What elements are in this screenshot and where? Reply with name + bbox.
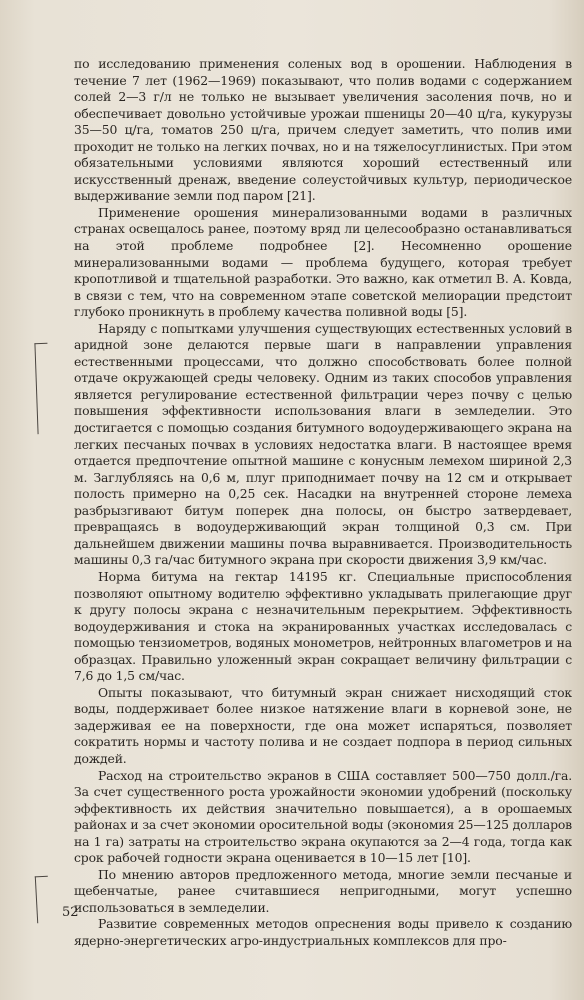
paragraph: Опыты показывают, что битумный экран снижает нисходящий сток воды, поддерживает более низкое натяжение влаги в корневой зоне, не задерживая ее на поверхности, где она может испаряться, позволяет сократить нормы и частоту полива и не создает подпора в период сильных дождей. [74, 684, 572, 766]
paragraph: Расход на строительство экранов в США составляет 500—750 долл./га. За счет существенного роста урожайности экономии удобрений (поскольку эффективность их действия значительно повышается), а в орошаемых районах и за счет экономии оросительной воды (экономия 25—125 долларов на 1 га) затраты на строительство экрана окупаются за 2—4 года, тогда как срок рабочей годности экрана оценивается в 10—15 лет [10]. [74, 767, 572, 866]
page-number: 52 [62, 905, 79, 920]
paragraph: Применение орошения минерализованными водами в различных странах освещалось ранее, поэтому вряд ли целесообразно останавливаться на этой проблеме подробнее [2]. Несомненно орошение минерализованными водами — проблема будущего, которая требует кропотливой и тщательной разработки. Это важно, как отметил В. А. Ковда, в связи с тем, что на современном этапе советской мелиорации предстоит глубоко проникнуть в проблему качества поливной воды [5]. [74, 204, 572, 320]
pencil-margin-bracket [35, 876, 50, 924]
paragraph: по исследованию применения соленых вод в орошении. Наблюдения в течение 7 лет (1962—1969) показывают, что полив водами с содержанием солей 2—3 г/л не только не вызывает увеличения засоления почв, но и обеспечивает довольно устойчивые урожаи пшеницы 20—40 ц/га, кукурузы 35—50 ц/га, томатов 250 ц/га, причем следует заметить, что полив ими проходит не только на легких почвах, но и на тяжелосуглинистых. При этом обязательными условиями являются хороший естественный или искусственный дренаж, введение солеустойчивых культур, периодическое выдерживание земли под паром [21]. [74, 56, 572, 204]
paragraph: Норма битума на гектар 14195 кг. Специальные приспособления позволяют опытному водителю эффективно укладывать прилегающие друг к другу полосы экрана с незначительным перекрытием. Эффективность водоудерживания и стока на экранированных участках исследовалась с помощью тензиометров, водяных монометров, нейтронных влагометров и на образцах. Правильно уложенный экран сокращает величину фильтрации с 7,6 до 1,5 см/час. [74, 568, 572, 684]
body-text [74, 56, 572, 950]
paragraph: По мнению авторов предложенного метода, многие земли песчаные и щебенчатые, ранее считавшиеся непригодными, могут успешно использоваться в земледелии. [74, 866, 572, 915]
paragraph: Развитие современных методов опреснения воды привело к созданию ядерно-энергетических агро-индустриальных комплексов для про- [74, 916, 572, 948]
pencil-margin-bracket [34, 343, 50, 434]
paragraph: Наряду с попытками улучшения существующих естественных условий в аридной зоне делаются первые шаги в направлении управления естественными процессами, что должно способствовать более полной отдаче окружающей среды человеку. Одним из таких способов управления является регулирование естественной фильтрации через почву с целью повышения эффективности использования влаги в земледелии. Это достигается с помощью создания битумного водоудерживающего экрана на легких песчаных почвах в условиях недостатка влаги. В настоящее время отдается предпочтение опытной машине с конусным лемехом шириной 2,3 м. Заглубляясь на 0,6 м, плуг приподнимает почву на 12 см и открывает полость примерно на 0,25 сек. Насадки на внутренней стороне лемеха разбрызгивают битум поперек дна полосы, он быстро затвердевает, превращаясь в водоудерживающий экран толщиной 0,3 см. При дальнейшем движении машины почва выравнивается. Производительность машины 0,3 га/час битумного экрана при скорости движения 3,9 км/час. [74, 320, 572, 568]
